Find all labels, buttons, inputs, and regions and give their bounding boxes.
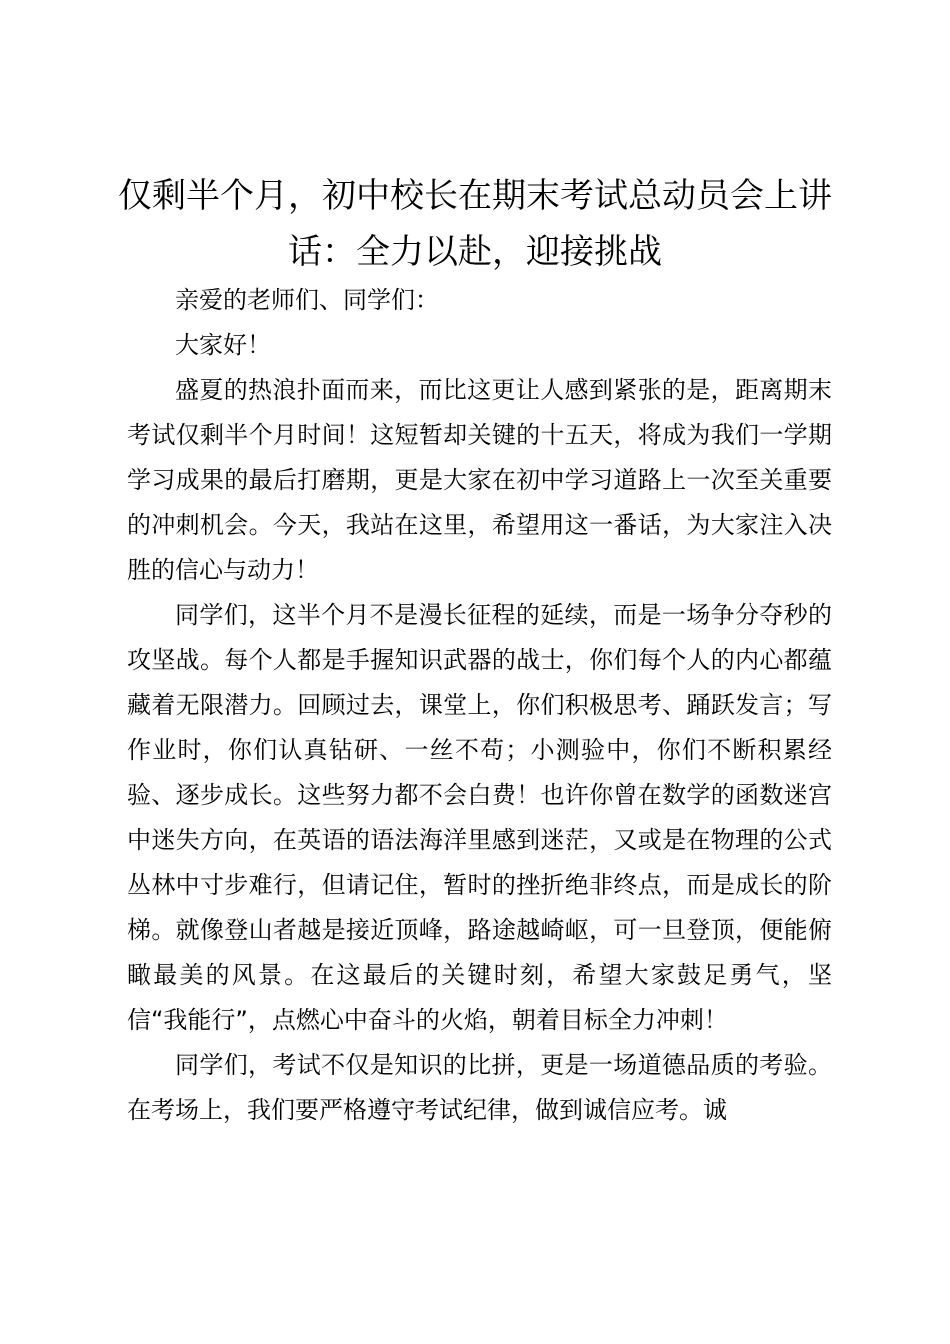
body-paragraph: 同学们，这半个月不是漫长征程的延续，而是一场争分夺秒的攻坚战。每个人都是手握知识武器的战士，你们每个人的内心都蕴藏着无限潜力。回顾过去，课堂上，你们积极思考、踊跃发言；写作业时，你们认真钻研、一丝不苟；小测验中，你们不断积累经验、逐步成长。这些努力都不会白费！也许你曾在数学的函数迷宫中迷失方向，在英语的语法海洋里感到迷茫，又或是在物理的公式丛林中寸步难行，但请记住，暂时的挫折绝非终点，而是成长的阶梯。就像登山者越是接近顶峰，路途越崎岖，可一旦登顶，便能俯瞰最美的风景。在这最后的关键时刻，希望大家鼓足勇气，坚信“我能行”，点燃心中奋斗的火焰，朝着目标全力冲刺！	[127, 601, 832, 1034]
body-paragraph: 同学们，考试不仅是知识的比拼，更是一场道德品质的考验。在考场上，我们要严格遵守考试纪律，做到诚信应考。诚	[127, 1051, 832, 1124]
greeting: 大家好！	[175, 331, 271, 359]
body-paragraph: 盛夏的热浪扑面而来，而比这更让人感到紧张的是，距离期末考试仅剩半个月时间！这短暂却关键的十五天，将成为我们一学期学习成果的最后打磨期，更是大家在初中学习道路上一次至关重要的冲刺机会。今天，我站在这里，希望用这一番话，为大家注入决胜的信心与动力！	[127, 376, 832, 584]
document-title: 仅剩半个月，初中校长在期末考试总动员会上讲话：全力以赴，迎接挑战	[118, 176, 832, 272]
document-body	[127, 278, 832, 1133]
salutation: 亲爱的老师们、同学们：	[175, 286, 439, 314]
